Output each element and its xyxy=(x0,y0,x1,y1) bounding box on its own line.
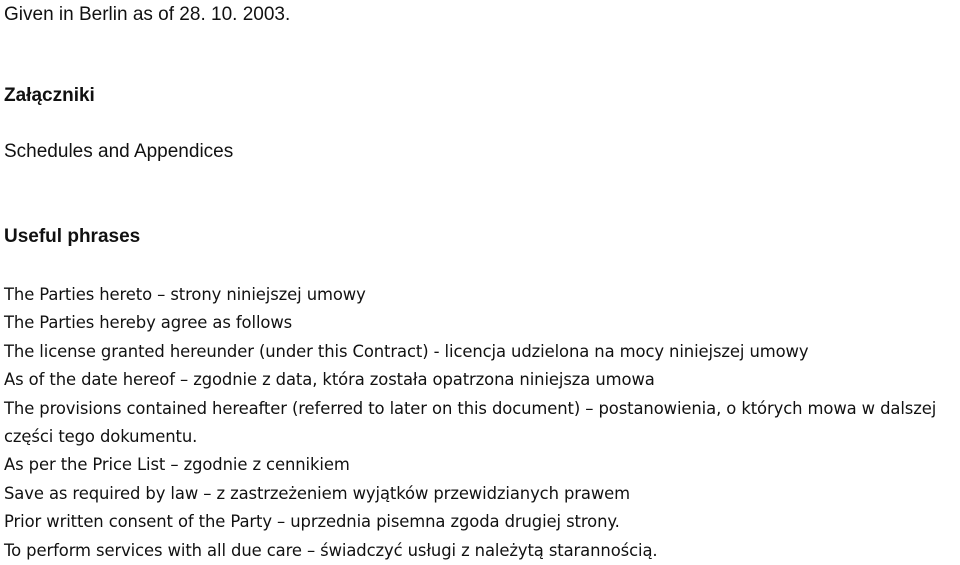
phrase-item: The provisions contained hereafter (referred to later on this document) – postanowienia, o których mowa w dalszej części tego dokumentu. xyxy=(4,398,937,447)
phrase-item: The Parties hereby agree as follows xyxy=(4,313,293,333)
phrase-item: The license granted hereunder (under this Contract) - licencja udzielona na mocy niniejszej umowy xyxy=(4,341,809,361)
attachments-subheading: Schedules and Appendices xyxy=(4,141,234,162)
phrase-item: As of the date hereof – zgodnie z data, która została opatrzona niniejsza umowa xyxy=(4,370,655,390)
attachments-heading: Załączniki xyxy=(4,85,95,106)
phrase-item: The Parties hereto – strony niniejszej umowy xyxy=(4,285,366,304)
phrase-item: As per the Price List – zgodnie z cennikiem xyxy=(4,455,350,475)
given-in-line: Given in Berlin as of 28. 10. 2003. xyxy=(4,4,291,25)
phrase-item: To perform services with all due care – świadczyć usługi z należytą starannością. xyxy=(4,540,658,560)
phrase-item: Prior written consent of the Party – uprzednia pisemna zgoda drugiej strony. xyxy=(4,512,620,532)
phrase-item: Save as required by law – z zastrzeżeniem wyjątków przewidzianych prawem xyxy=(4,483,631,503)
useful-phrases-heading: Useful phrases xyxy=(4,226,141,247)
phrase-list xyxy=(4,281,960,565)
